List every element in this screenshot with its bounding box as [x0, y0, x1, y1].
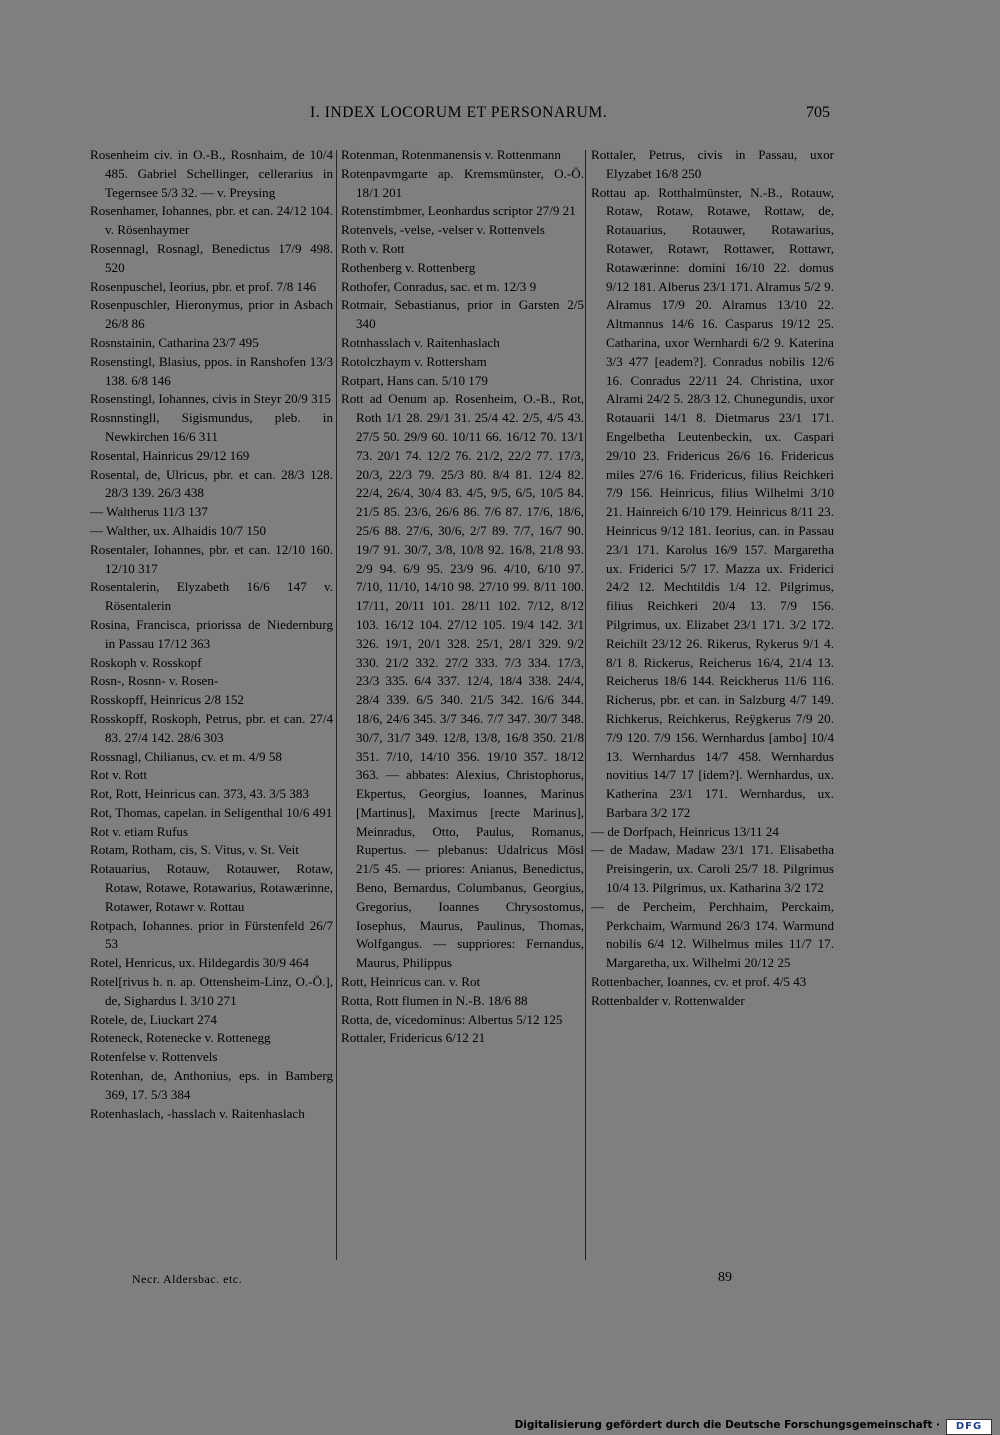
index-entry: Rosenheim civ. in O.-B., Rosnhaim, de 10/4 485. Gabriel Schellinger, cellerarius in Tegernsee 5/3 32. — v. Preysing	[90, 147, 333, 200]
index-entry: Rossnagl, Chilianus, cv. et m. 4/9 58	[90, 748, 282, 764]
page-header	[0, 104, 1000, 134]
index-entry: Rosina, Francisca, priorissa de Niedernburg in Passau 17/12 363	[90, 616, 333, 651]
index-entry: Rott ad Oenum ap. Rosenheim, O.-B., Rot, Roth 1/1 28. 29/1 31. 25/4 42. 2/5, 4/5 43. 27/5 50. 29/9 60. 10/11 66. 16/12 70. 13/1 73. 20/1 74. 12/2 76. 21/2, 22/2 77. 17/3, 20/3, 22/3 79. 25/3 80. 8/4 81. 12/4 82. 22/4, 26/4, 30/4 83. 4/5, 9/5, 6/5, 10/5 84. 21/5 85. 23/6, 26/6 86. 7/6 87. 17/6, 18/6, 25/6 88. 27/6, 30/6, 2/7 89. 7/7, 16/7 90. 19/7 91. 30/7, 3/8, 10/8 92. 16/8, 21/8 93. 2/9 94. 6/9 95. 23/9 96. 4/10, 6/10 97. 7/10, 11/10, 14/10 98. 27/10 99. 8/11 100. 17/11, 20/11 101. 28/11 102. 7/12, 8/12 103. 16/12 104. 27/12 105. 19/4 142. 3/1 326. 19/1, 20/1 328. 25/1, 28/1 329. 9/2 330. 21/2 332. 27/2 333. 7/3 334. 17/3, 23/3 335. 6/4 337. 12/4, 18/4 338. 24/4, 28/4 339. 6/5 340. 21/5 342. 16/6 344. 18/6, 24/6 345. 3/7 346. 7/7 347. 30/7 348. 30/7, 31/7 349. 12/8, 13/8, 16/8 350. 21/8 351. 7/10, 14/10 356. 19/10 357. 18/12 363. — abbates: Alexius, Christophorus, Ekpertus, Georgius, Ioannes, Marinus [Martinus], Maximus [recte Marinus], Meinradus, Otto, Paulus, Romanus, Rupertus. — plebanus: Udalricus Mösl 21/5 45. — priores: Anianus, Benedictus, Beno, Bernardus, Columbanus, Georgius, Gregorius, Ioannes Chrysostomus, Iosephus, Maurus, Paulinus, Thomas, Wolfgangus. — suppriores: Fernandus, Maurus, Philippus	[341, 391, 584, 971]
footer-source: Necr. Aldersbac. etc.	[132, 1272, 243, 1286]
index-entry: — Walther, ux. Alhaidis 10/7 150	[90, 522, 267, 538]
index-entry: Rot, Thomas, capelan. in Seligenthal 10/6 491	[90, 804, 333, 820]
index-entry: Rosnstainin, Catharina 23/7 495	[90, 334, 259, 350]
index-entry: Roteneck, Rotenecke v. Rottenegg	[90, 1030, 271, 1046]
index-entry: — Waltherus 11/3 137	[90, 504, 208, 520]
index-entry: Rottaler, Petrus, civis in Passau, uxor Elyzabet 16/8 250	[591, 147, 834, 181]
index-entry: Rotenhan, de, Anthonius, eps. in Bamberg 369, 17. 5/3 384	[90, 1068, 333, 1102]
index-entry: Rosenhamer, Iohannes, pbr. et can. 24/12 104. v. Rösenhaymer	[90, 203, 333, 238]
index-entry: Rotpart, Hans can. 5/10 179	[341, 372, 488, 388]
index-entry: Rot v. Rott	[90, 767, 147, 783]
index-entry: Rotta, de, vicedominus: Albertus 5/12 125	[341, 1011, 563, 1027]
index-entry: Rosenpuschler, Hieronymus, prior in Asbach 26/8 86	[90, 297, 333, 332]
index-entry: Rotpach, Iohannes. prior in Fürstenfeld 26/7 53	[90, 917, 333, 952]
index-entry: Rothofer, Conradus, sac. et m. 12/3 9	[341, 278, 537, 294]
index-entry: Rosskopff, Roskoph, Petrus, pbr. et can. 27/4 83. 27/4 142. 28/6 303	[90, 710, 333, 745]
index-entry: Rot, Rott, Heinricus can. 373, 43. 3/5 383	[90, 786, 309, 802]
index-body	[88, 146, 836, 1266]
page-number: 705	[806, 104, 830, 121]
index-entry: Rosentalerin, Elyzabeth 16/6 147 v. Rösentalerin	[90, 579, 333, 614]
index-entry: — de Madaw, Madaw 23/1 171. Elisabetha Preisingerin, ux. Caroli 25/7 18. Pilgrimus 10/4 13. Pilgrimus, ux. Katharina 3/2 172	[591, 842, 834, 896]
credit-text: Digitalisierung gefördert durch die Deutsche Forschungsgemeinschaft ·	[514, 1419, 940, 1431]
column-rule	[336, 150, 337, 1260]
index-entry: Roskoph v. Rosskopf	[90, 654, 202, 670]
index-entry: Rottaler, Fridericus 6/12 21	[341, 1030, 486, 1046]
footer-signature: 89	[718, 1270, 732, 1285]
index-entry: Roth v. Rott	[341, 240, 405, 256]
index-entry: Rotta, Rott flumen in N.-B. 18/6 88	[341, 992, 528, 1008]
index-entry: — de Dorfpach, Heinricus 13/11 24	[591, 823, 779, 839]
index-entry: Rosentaler, Iohannes, pbr. et can. 12/10 160. 12/10 317	[90, 541, 333, 576]
index-entry: Rotenfelse v. Rottenvels	[90, 1049, 218, 1065]
index-entry: Rotenstimbmer, Leonhardus scriptor 27/9 21	[341, 203, 576, 219]
index-entry: Rott, Heinricus can. v. Rot	[341, 974, 481, 990]
index-entry: — de Percheim, Perchhaim, Perckaim, Perkchaim, Warmund 26/3 174. Warmund nobilis 6/4 12. Wilhelmus miles 11/7 17. Margaretha, ux. Wilhelmi 20/12 25	[591, 898, 834, 971]
index-entry: Rotenpavmgarte ap. Kremsmünster, O.-Ö. 18/1 201	[341, 165, 584, 200]
index-entry: Rotolczhaym v. Rottersham	[341, 353, 487, 369]
index-entry: Rosental, de, Ulricus, pbr. et can. 28/3 128. 28/3 139. 26/3 438	[90, 466, 333, 501]
index-entry: Rotenvels, -velse, -velser v. Rottenvels	[341, 222, 545, 238]
index-entry: Rosskopff, Heinricus 2/8 152	[90, 692, 244, 708]
column-rule	[585, 150, 586, 1260]
index-entry: Rotenhaslach, -hasslach v. Raitenhaslach	[90, 1105, 305, 1121]
index-entry: Rothenberg v. Rottenberg	[341, 259, 476, 275]
index-entry: Rosn-, Rosnn- v. Rosen-	[90, 673, 219, 689]
index-entry: Rot v. etiam Rufus	[90, 823, 189, 839]
running-title: I. INDEX LOCORUM ET PERSONARUM.	[310, 104, 608, 121]
index-entry: Rosennagl, Rosnagl, Benedictus 17/9 498. 520	[90, 240, 333, 275]
index-entry: Rotauarius, Rotauw, Rotauwer, Rotaw, Rotaw, Rotawe, Rotawarius, Rotawærinne, Rotawer, Rotawr v. Rottau	[90, 861, 333, 914]
index-column-left	[90, 146, 333, 1261]
index-entry: Rosental, Hainricus 29/12 169	[90, 447, 250, 463]
index-entry: Rosenstingl, Iohannes, civis in Steyr 20/9 315	[90, 391, 331, 407]
index-entry: Rotmair, Sebastianus, prior in Garsten 2/5 340	[341, 297, 584, 332]
index-entry: Rotel[rivus h. n. ap. Ottensheim-Linz, O.-Ö.], de, Sighardus I. 3/10 271	[90, 974, 333, 1008]
dfg-logo-icon: DFG	[946, 1419, 992, 1435]
index-entry: Rotam, Rotham, cis, S. Vitus, v. St. Veit	[90, 842, 299, 858]
index-entry: Rosnnstingll, Sigismundus, pleb. in Newkirchen 16/6 311	[90, 410, 333, 444]
index-entry: Rotel, Henricus, ux. Hildegardis 30/9 464	[90, 955, 309, 971]
index-entry: Rotele, de, Liuckart 274	[90, 1011, 217, 1027]
index-entry: Rotnhasslach v. Raitenhaslach	[341, 334, 500, 350]
index-entry: Rottau ap. Rotthalmünster, N.-B., Rotauw, Rotaw, Rotaw, Rotawe, Rottaw, de, Rotauarius, Rotauwer, Rotawarius, Rotawer, Rotawr, Rottawer, Rottawr, Rotawærinne: domini 16/10 22. domus 9/12 181. Alberus 23/1 171. Alramus 5/2 9. Alramus 17/9 20. Alramus 13/10 22. Altmannus 14/6 16. Casparus 19/12 25. Catharina, uxor Wernhardi 6/2 9. Katerina 3/3 477 [eadem?]. Conradus nobilis 12/6 16. Conradus 22/11 24. Christina, uxor Alrami 24/2 5. 28/3 12. Chunegundis, uxor Rotauarii 14/1 8. Dietmarus 23/1 171. Engelbetha Leutenbeckin, ux. Caspari 29/10 23. Fridericus 26/6 16. Fridericus miles 27/6 16. Fridericus, filius Reichkeri 7/9 156. Heinricus, filius Wilhelmi 3/10 21. Hainreich 6/10 179. Heinricus 8/11 23. Heinricus 9/12 181. Ieorius, can. in Passau 23/1 171. Karolus 16/9 157. Margaretha ux. Friderici 5/7 17. Mazza ux. Friderici 24/2 12. Mechtildis 1/4 12. Pilgrimus, filius Reichkeri 20/4 13. 7/9 156. Pilgrimus, ux. Elizabet 23/1 171. 3/2 172. Reichilt 23/12 26. Rikerus, Rykerus 9/1 4. 8/1 8. Rickerus, Reicherus 16/4, 21/4 13. Reicherus 18/6 144. Reickherus 11/6 116. Richerus, pbr. et can. in Salzburg 4/7 149. Richkerus, Reichkerus, Reÿgkerus 7/9 20. 7/9 120. 7/9 156. Wernhardus [ambo] 10/4 13. Wernhardus 14/7 458. Wernhardus novitius 14/7 17 [idem?]. Wernhardus, ux. Katherina 23/1 171. Wernhardus, ux. Barbara 3/2 172	[591, 184, 834, 820]
digitization-credit	[0, 1418, 1000, 1435]
index-entry: Rottenbacher, Ioannes, cv. et prof. 4/5 43	[591, 974, 807, 990]
index-column-middle	[341, 146, 584, 1261]
index-entry: Rosenstingl, Blasius, ppos. in Ranshofen 13/3 138. 6/8 146	[90, 353, 333, 388]
index-entry: Rosenpuschel, Ieorius, pbr. et prof. 7/8 146	[90, 278, 317, 294]
index-entry: Rotenman, Rotenmanensis v. Rottenmann	[341, 147, 561, 162]
index-column-right	[591, 146, 834, 1261]
index-entry: Rottenbalder v. Rottenwalder	[591, 992, 745, 1008]
